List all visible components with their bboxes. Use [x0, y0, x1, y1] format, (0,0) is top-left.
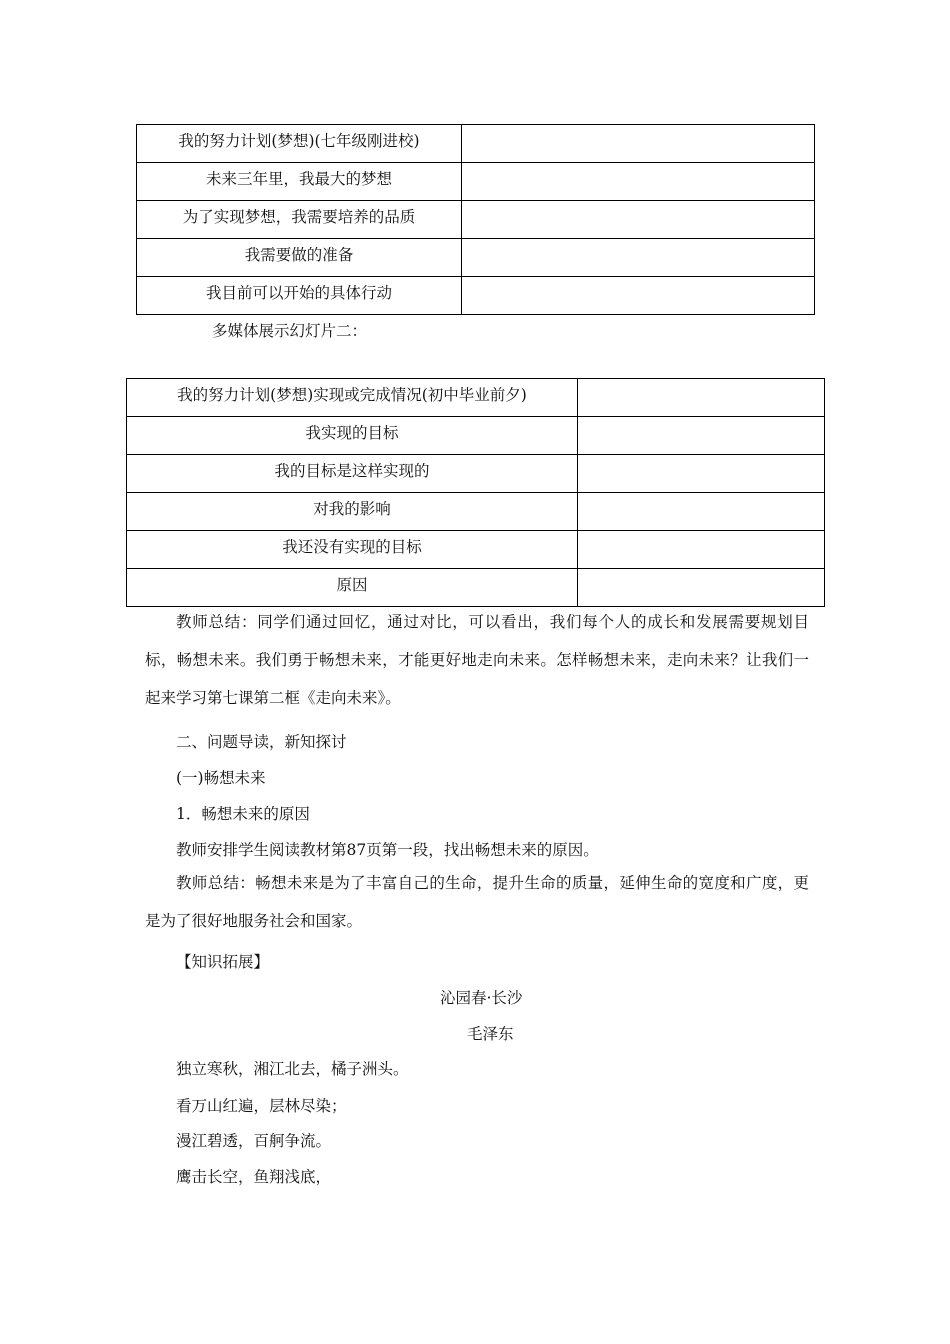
- teacher-summary-paragraph: 教师总结：畅想未来是为了丰富自己的生命，提升生命的质量，延伸生命的宽度和广度，更是为了很好地服务社会和国家。: [145, 874, 809, 930]
- table-cell-label: 我的努力计划(梦想)实现或完成情况(初中毕业前夕): [127, 379, 578, 417]
- table-row: [127, 531, 825, 569]
- dream-plan-table: [136, 124, 815, 315]
- poem-line: 独立寒秋，湘江北去，橘子洲头。: [176, 1060, 409, 1078]
- table-row: [137, 239, 815, 277]
- table-cell-blank: [462, 125, 815, 163]
- table-row: [127, 455, 825, 493]
- knowledge-extension-tag: 【知识拓展】: [176, 953, 270, 971]
- table-row: [137, 201, 815, 239]
- poem-line: 看万山红遍，层林尽染；: [176, 1097, 347, 1115]
- table-row: [137, 163, 815, 201]
- table-cell-label: 我还没有实现的目标: [127, 531, 578, 569]
- list-item-heading: 1．畅想未来的原因: [176, 805, 310, 823]
- table-cell-label: 我需要做的准备: [137, 239, 462, 277]
- table-cell-label: 为了实现梦想，我需要培养的品质: [137, 201, 462, 239]
- teacher-instruction: 教师安排学生阅读教材第87页第一段，找出畅想未来的原因。: [176, 841, 599, 859]
- table-row: [137, 277, 815, 315]
- poem-title: 沁园春·长沙: [440, 989, 523, 1007]
- table-row: [137, 125, 815, 163]
- table-cell-blank: [578, 531, 825, 569]
- poem-line: 鹰击长空，鱼翔浅底，: [176, 1168, 332, 1186]
- table-cell-label: 我的努力计划(梦想)(七年级刚进校): [137, 125, 462, 163]
- table-row: [127, 417, 825, 455]
- table-cell-blank: [462, 201, 815, 239]
- table-cell-label: 原因: [127, 569, 578, 607]
- plan-completion-table: [126, 378, 825, 607]
- table-row: [127, 569, 825, 607]
- teacher-summary-paragraph: 教师总结：同学们通过回忆，通过对比，可以看出，我们每个人的成长和发展需要规划目标，畅想未来。我们勇于畅想未来，才能更好地走向未来。怎样畅想未来，走向未来？让我们一起来学习第七课第二框《走向未来》。: [145, 613, 809, 707]
- table-cell-blank: [578, 569, 825, 607]
- poem-author: 毛泽东: [467, 1025, 514, 1043]
- table-cell-blank: [578, 455, 825, 493]
- table-row: [127, 379, 825, 417]
- table-cell-blank: [578, 379, 825, 417]
- table-row: [127, 493, 825, 531]
- table-cell-blank: [462, 239, 815, 277]
- table-cell-label: 我目前可以开始的具体行动: [137, 277, 462, 315]
- table-cell-blank: [578, 417, 825, 455]
- table-cell-label: 我的目标是这样实现的: [127, 455, 578, 493]
- poem-line: 漫江碧透，百舸争流。: [176, 1132, 332, 1150]
- section-heading: 二、问题导读，新知探讨: [176, 733, 347, 751]
- table-cell-label: 未来三年里，我最大的梦想: [137, 163, 462, 201]
- subsection-heading: (一)畅想未来: [176, 769, 266, 787]
- table-cell-blank: [462, 277, 815, 315]
- slide-caption: 多媒体展示幻灯片二：: [212, 322, 368, 340]
- table-cell-blank: [578, 493, 825, 531]
- table-cell-label: 对我的影响: [127, 493, 578, 531]
- table-cell-label: 我实现的目标: [127, 417, 578, 455]
- table-cell-blank: [462, 163, 815, 201]
